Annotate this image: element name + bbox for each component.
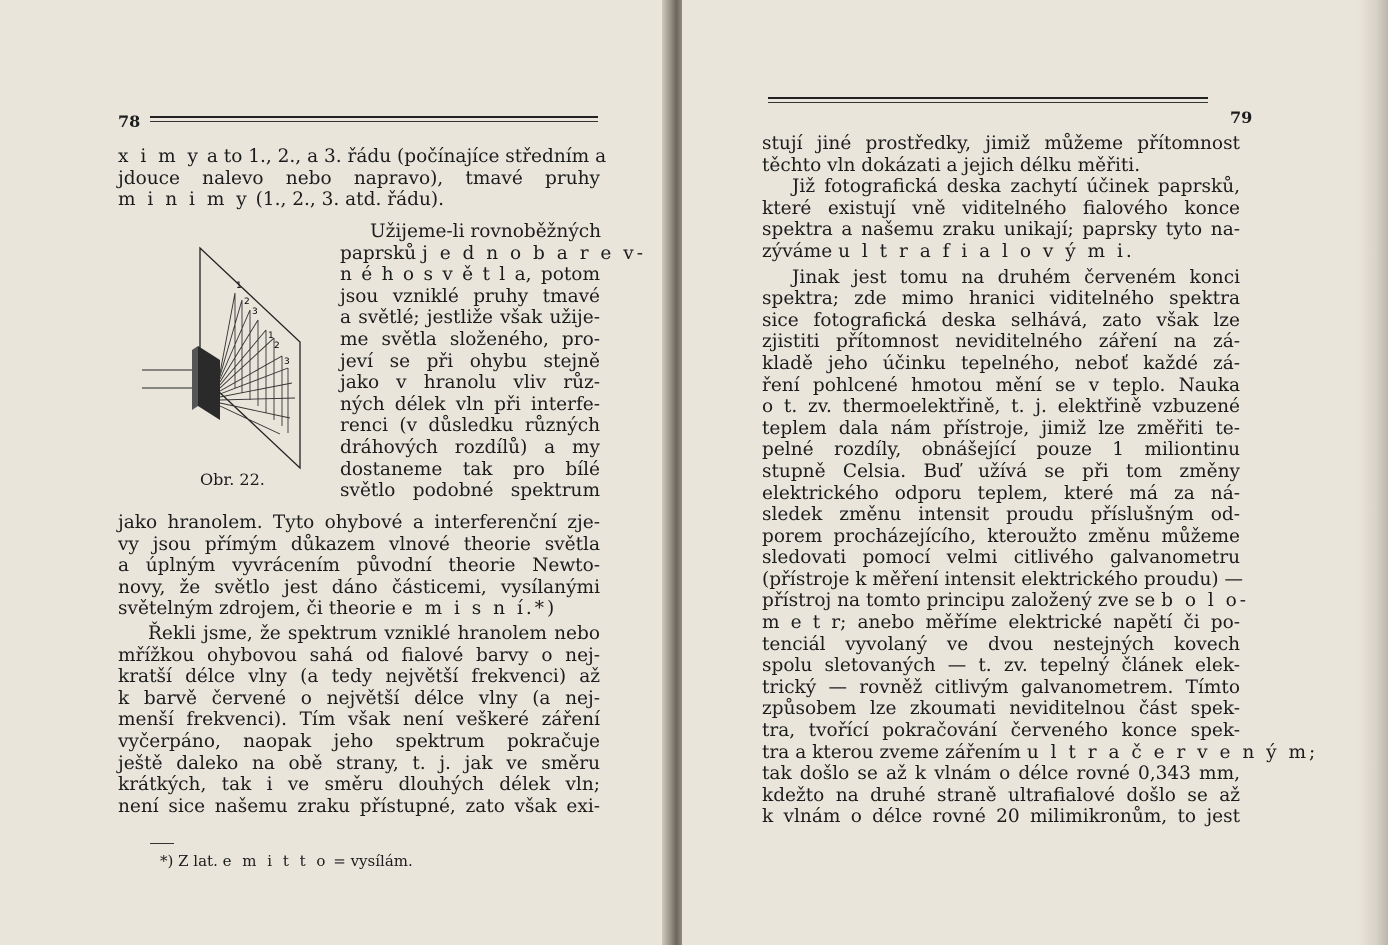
left-bottom-paragraph: jako hranolem. Tyto ohybové a interferenční zje- vy jsou přímým důkazem vlnové theorie světla a úplným vyvrácením původní theorie Newto- novy, že světlo jest dáno částicemi, vysílanými světelným zdrojem, či theorie e m i s n í.*) Řekli jsme, že spektrum vzniklé hranolem nebo mřížkou ohybovou sahá od fialové barvy o nej- kratší délce vlny (a tedy největší frekvenci) až k barvě červené o největší délce vlny (a nej- menší frekvenci). Tím však není veškeré záření vyčerpáno, naopak jeho spektrum pokračuje ještě daleko na obě strany, t. j. jak ve směru krátkých, tak i ve směru dlouhých délek vln; není sice našemu zraku přístupné, zato však exi-: [118, 512, 600, 817]
figure-label: 1: [268, 331, 274, 341]
figure-label: 3: [284, 357, 290, 367]
figure-label: 2: [244, 297, 250, 307]
spaced-word: u l t r a f i a l o v ý m i.: [838, 240, 1135, 262]
header-rule: [768, 97, 1208, 99]
header-rule: [150, 116, 598, 118]
footnote: *) Z lat. e m i t t o = vysílám.: [160, 852, 413, 870]
figure-22-diffraction-diagram: [140, 238, 340, 478]
figure-caption: Obr. 22.: [200, 470, 265, 489]
left-page: [0, 0, 668, 945]
page-number: 79: [1230, 108, 1253, 127]
spaced-word: m i n i m y: [118, 189, 250, 211]
figure-label: 3: [252, 307, 258, 317]
figure-label: 2: [274, 341, 280, 351]
spaced-word: j e d n o b a r e v-: [422, 242, 646, 264]
left-top-paragraph: x i m y a to 1., 2., a 3. řádu (počínajíce středním a jdouce nalevo nebo napravo), tmavé pruhy m i n i m y (1., 2., 3. atd. řádu).: [118, 146, 607, 211]
header-rule-thin: [768, 102, 1208, 103]
footnote-rule: [150, 843, 174, 844]
right-paragraphs: stují jiné prostředky, jimiž můžeme přítomnost těchto vln dokázati a jejich délku měřiti. Již fotografická deska zachytí účinek paprsků, které existují vně viditelného fialového konce spektra a našemu zraku unikají; paprsky tyto na- zýváme u l t r a f i a l o v ý m i. Jinak jest tomu na druhém červeném konci spektra; zde mimo hranici viditelného spektra sice fotografická deska selhává, zato však lze zjistiti přítomnost neviditelného záření na zá- kladě jeho účinku tepelného, neboť každé zá- ření pohlcené hmotou mění se v teplo. Nauka o t. zv. thermoelektřině, t. j. elektřině vzbuzené teplem dala nám přístroje, jimiž lze změřiti te- pelné rozdíly, obnášející pouze 1 miliontinu stupně Celsia. Buď užívá se při tom změny elektrického odporu teplem, které má za ná- sledek změnu intensit proudu příslušným od- porem procházejícího, kteroužto změnu můžeme sledovati pomocí velmi citlivého galvanometru (přístroje k měření intensit elektrického proudu) — přístroj na tomto principu založený zve se b o l o- m e t r; anebo měříme elektrické napětí či po- tenciál vyvolaný ve dvou nestejných kovech spolu sletovaných — t. zv. tepelný článek elek- trický — rovněž citlivým galvanometrem. Tímto způsobem lze zkoumati neviditelnou část spek- tra, tvořící pokračování červeného konce spek- tra a kterou zveme zářením u l t r a č e r v e n ý m; tak došlo se až k vlnám o délce rovné 0,343 mm, kdežto na druhé straně ultrafialové došlo se až k vlnám o délce rovné 20 milimikronům, to jest: [762, 133, 1319, 828]
header-rule-thin: [150, 121, 598, 122]
right-page: [682, 0, 1388, 945]
spaced-word: u l t r a č e r v e n ý m;: [1026, 741, 1319, 763]
spaced-word: b o l o-: [1161, 590, 1250, 612]
left-figure-paragraph: Užijeme-li rovnoběžných paprsků j e d n o b a r e v- n é h o s v ě t l a, potom jsou vzniklé pruhy tmavé a světlé; jestliže však užije- me světla složeného, pro- jeví se při ohybu stejně jako v hranolu vliv růz- ných délek vln při interfe- renci (v důsledku různých dráhových rozdílů) a my dostaneme tak pro bílé světlo podobné spektrum: [340, 221, 646, 502]
spaced-word: x i m y: [118, 146, 201, 167]
figure-label: 1: [236, 281, 242, 291]
page-edge: [1358, 0, 1388, 945]
spaced-word: e m i s n í.*): [401, 598, 558, 620]
page-number: 78: [118, 112, 141, 131]
